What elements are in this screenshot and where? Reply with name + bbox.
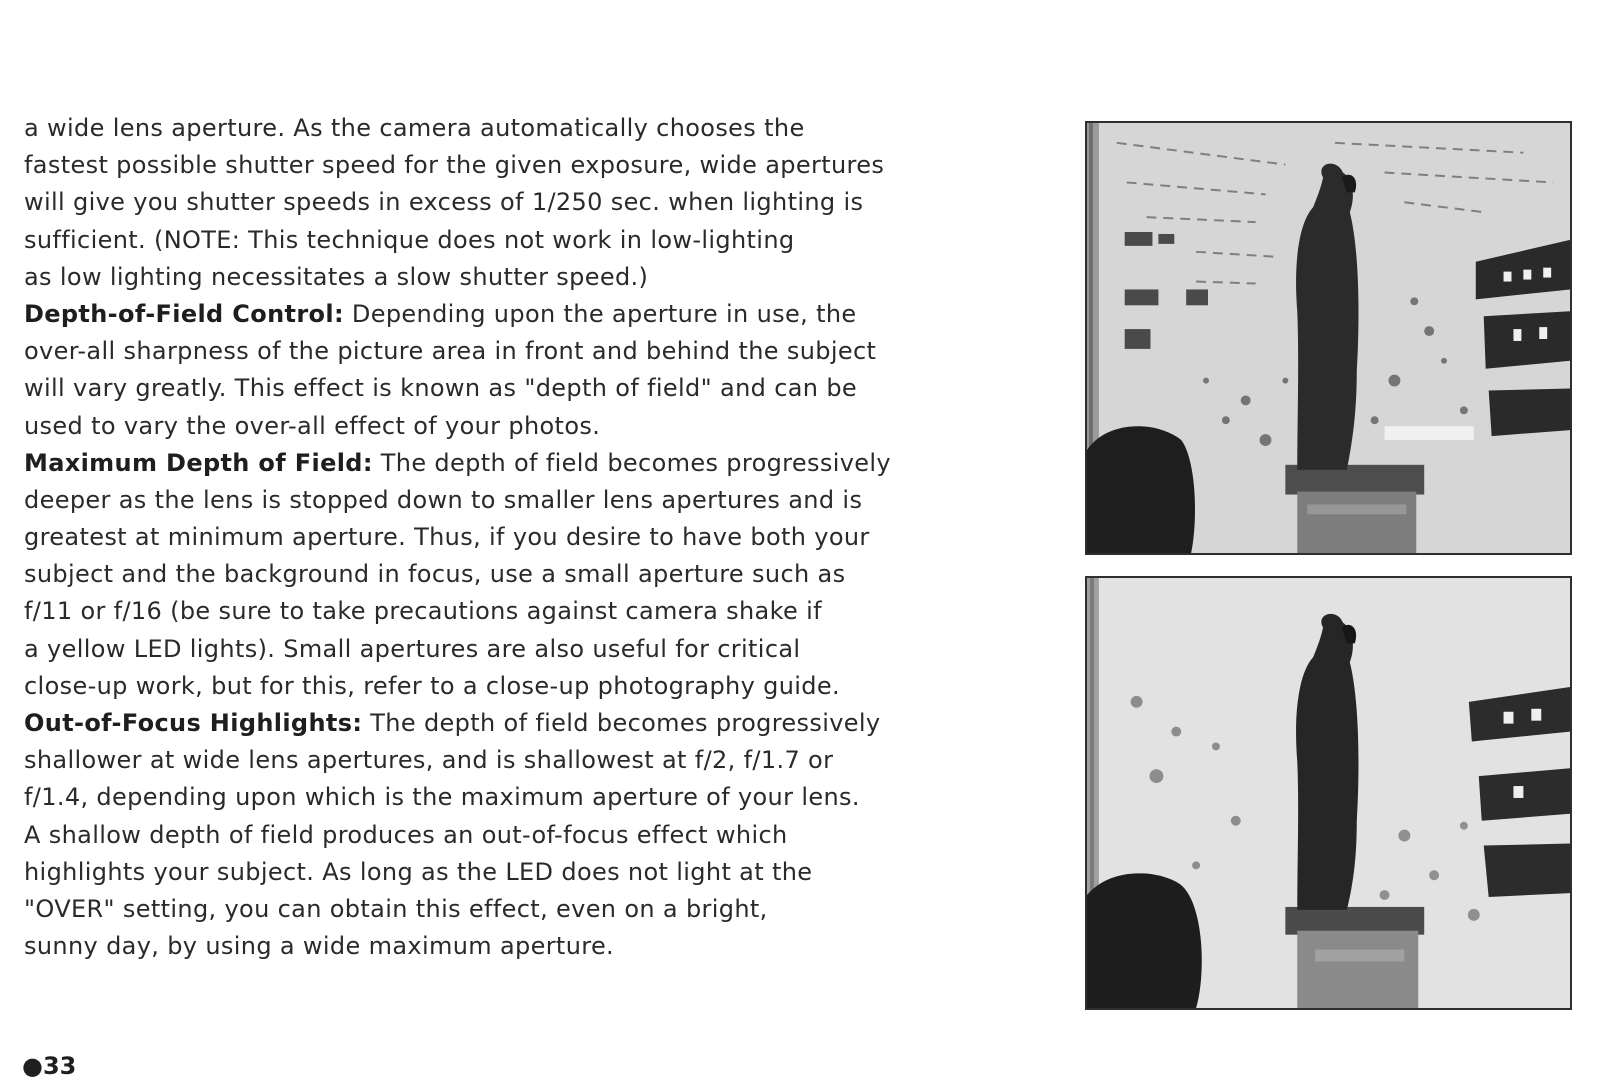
photo-statue-sharp-background-image xyxy=(1087,123,1570,553)
section-heading: Out-of-Focus Highlights: xyxy=(24,709,363,737)
text-line xyxy=(24,668,1034,705)
text-line xyxy=(24,370,1034,407)
body-text-span: f/1.4, depending upon which is the maximum aperture of your lens. xyxy=(24,783,860,812)
body-text-span: will give you shutter speeds in excess of 1/250 sec. when lighting is xyxy=(24,188,864,217)
body-text-span: A shallow depth of field produces an out-of-focus effect which xyxy=(24,820,788,849)
text-line xyxy=(24,482,1034,519)
text-line xyxy=(24,779,1034,816)
text-line xyxy=(24,445,1034,482)
body-text-span: a yellow LED lights). Small apertures are also useful for critical xyxy=(24,634,801,663)
text-line xyxy=(24,222,1034,259)
text-line xyxy=(24,556,1034,593)
body-text-span: f/11 or f/16 (be sure to take precautions against camera shake if xyxy=(24,597,822,626)
text-line xyxy=(24,519,1034,556)
text-line xyxy=(24,593,1034,630)
text-line xyxy=(24,891,1034,928)
photo-statue-sharp-background xyxy=(1085,121,1572,555)
text-line xyxy=(24,110,1034,147)
body-text-span: subject and the background in focus, use a small aperture such as xyxy=(24,560,846,589)
section-heading: Maximum Depth of Field: xyxy=(24,448,373,477)
text-line xyxy=(24,184,1034,221)
body-text-span: The depth of field becomes progressively xyxy=(372,448,891,477)
text-line xyxy=(24,742,1034,779)
text-line xyxy=(24,928,1034,965)
body-text-span: The depth of field becomes progressively xyxy=(362,709,881,737)
page-number: ●33 xyxy=(22,1052,77,1080)
text-line xyxy=(24,296,1034,333)
photo-statue-blurred-background xyxy=(1085,576,1572,1010)
body-text-span: highlights your subject. As long as the LED does not light at the xyxy=(24,857,813,886)
body-text-span: shallower at wide lens apertures, and is shallowest at f/2, f/1.7 or xyxy=(24,746,834,775)
body-text xyxy=(24,110,1034,965)
text-line xyxy=(24,147,1034,184)
text-line xyxy=(24,259,1034,296)
body-text-span: "OVER" setting, you can obtain this effect, even on a bright, xyxy=(24,894,768,923)
text-line xyxy=(24,854,1034,891)
section-heading: Depth-of-Field Control: xyxy=(24,299,344,328)
body-text-span: deeper as the lens is stopped down to smaller lens apertures and is xyxy=(24,485,863,514)
text-line xyxy=(24,817,1034,854)
body-text-span: greatest at minimum aperture. Thus, if you desire to have both your xyxy=(24,523,870,552)
body-text-span: Depending upon the aperture in use, the xyxy=(343,299,857,328)
text-line xyxy=(24,333,1034,370)
body-text-span: sunny day, by using a wide maximum aperture. xyxy=(24,932,615,961)
text-line xyxy=(24,408,1034,445)
body-text-span: used to vary the over-all effect of your photos. xyxy=(24,411,601,440)
body-text-span: as low lighting necessitates a slow shutter speed.) xyxy=(24,262,649,291)
body-text-span: will vary greatly. This effect is known as "depth of field" and can be xyxy=(24,374,858,403)
body-text-span: a wide lens aperture. As the camera automatically chooses the xyxy=(24,114,805,142)
body-text-span: sufficient. (NOTE: This technique does not work in low-lighting xyxy=(24,225,795,254)
body-text-span: close-up work, but for this, refer to a close-up photography guide. xyxy=(24,671,840,700)
text-line xyxy=(24,631,1034,668)
body-text-span: over-all sharpness of the picture area in front and behind the subject xyxy=(24,337,877,366)
photo-statue-blurred-background-image xyxy=(1087,578,1570,1008)
body-text-span: fastest possible shutter speed for the given exposure, wide apertures xyxy=(24,151,885,180)
text-line xyxy=(24,705,1034,742)
